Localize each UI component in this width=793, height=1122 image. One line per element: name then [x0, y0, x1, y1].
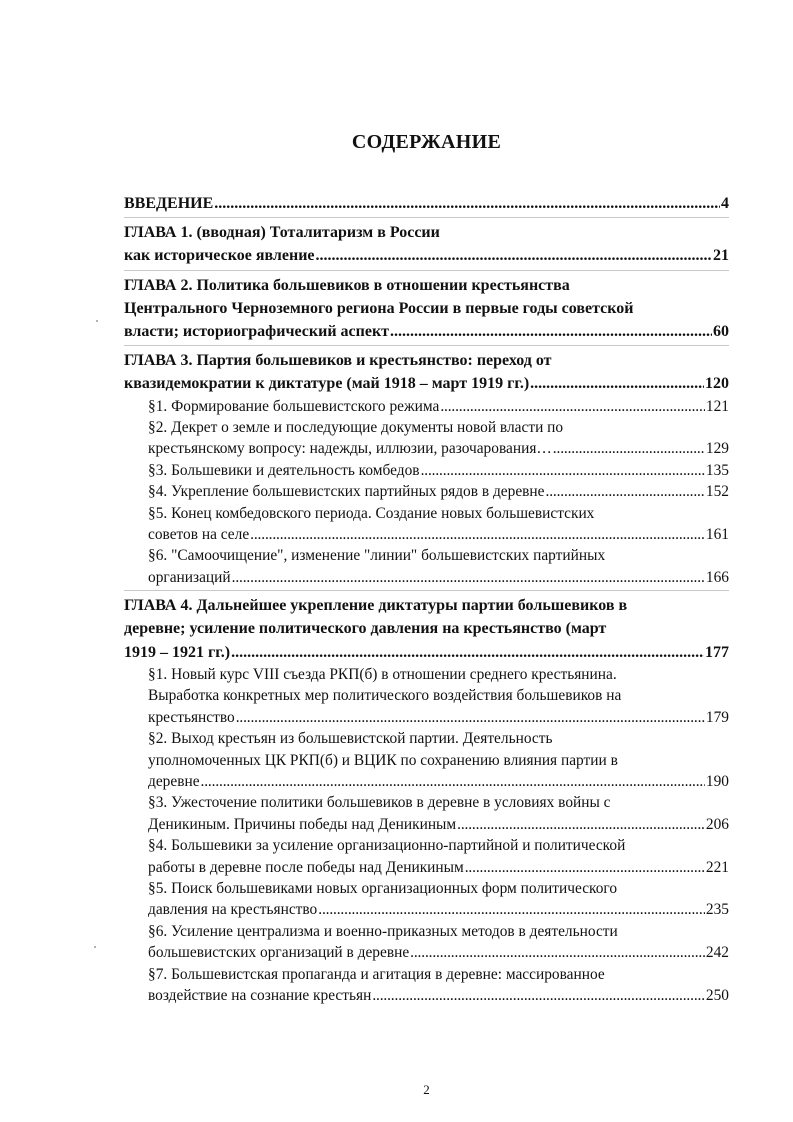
entry-title-line: ГЛАВА 3. Партия большевиков и крестьянство: переход от [124, 352, 552, 370]
entry-title-line: §6. "Самоочищение", изменение "линии" большевистских партийных [148, 547, 606, 565]
entry-title-line: §2. Выход крестьян из большевистской партии. Деятельность [148, 730, 553, 748]
entry-last-line [124, 641, 729, 664]
page-number: 2 [423, 1082, 430, 1097]
entry-title: §4. Укрепление большевистских партийных рядов в деревне [148, 483, 545, 501]
entry-title: ВВЕДЕНИЕ [124, 195, 214, 212]
entry-page: 242 [705, 944, 729, 962]
entry-title-line: деревне; усиление политического давления на крестьянство (март [124, 620, 607, 638]
entry-last-line [124, 244, 729, 267]
table-of-contents [124, 192, 729, 1006]
entry-title: §3. Большевики и деятельность комбедов [148, 461, 420, 479]
entry-title-line: §1. Новый курс VIII съезда РКП(б) в отношении среднего крестьянина. [148, 665, 617, 683]
entry-page: 60 [713, 323, 729, 341]
entry-last-line [124, 524, 729, 545]
entry-page: 221 [705, 858, 729, 876]
leader-dots [236, 707, 705, 728]
entry-page: 152 [705, 483, 729, 501]
leader-dots [440, 396, 705, 417]
toc-entry-section-3-4[interactable] [124, 481, 729, 502]
entry-title-line: ГЛАВА 2. Политика большевиков в отношении крестьянства [124, 276, 570, 294]
toc-entry-section-3-1[interactable] [124, 396, 729, 417]
entry-title-line: как историческое явление [124, 247, 315, 265]
entry-title-line: власти; историографический аспект [124, 323, 390, 341]
entry-last-line [124, 771, 729, 792]
divider [124, 345, 729, 346]
scan-speck [94, 946, 96, 948]
entry-title-line: §5. Поиск большевиками новых организационных форм политического [148, 879, 618, 897]
leader-dots [390, 320, 712, 343]
toc-entry-section-4-5[interactable] [124, 878, 729, 921]
leader-dots [231, 641, 704, 664]
page-title: СОДЕРЖАНИЕ [351, 131, 502, 153]
toc-entry-section-3-5[interactable] [124, 503, 729, 546]
toc-entry-section-3-3[interactable] [124, 460, 729, 481]
entry-title-line: советов на селе [148, 526, 250, 544]
entry-last-line [124, 985, 729, 1006]
entry-last-line [124, 707, 729, 728]
entry-title-line: организаций [148, 568, 231, 586]
entry-title-line: §5. Конец комбедовского периода. Создание новых большевистских [148, 504, 595, 522]
leader-dots [410, 942, 705, 963]
entry-page: 135 [705, 461, 729, 479]
divider [124, 217, 729, 218]
entry-page: 21 [713, 247, 729, 265]
entry-last-line [124, 899, 729, 920]
entry-title-line: §2. Декрет о земле и последующие документы новой власти по [148, 419, 564, 437]
entry-page: 161 [705, 526, 729, 544]
entry-page: 235 [705, 901, 729, 919]
entry-title-line: §6. Усиление централизма и военно-приказных методов в деятельности [148, 922, 618, 940]
entry-title: §1. Формирование большевистского режима [148, 397, 440, 415]
entry-page: 250 [705, 986, 729, 1004]
entry-page: 177 [705, 643, 729, 661]
entry-page: 129 [705, 440, 729, 458]
toc-entry-section-4-2[interactable] [124, 728, 729, 792]
toc-entry-section-4-1[interactable] [124, 664, 729, 728]
leader-dots [372, 985, 705, 1006]
entry-page: 206 [705, 815, 729, 833]
toc-entry-section-4-3[interactable] [124, 792, 729, 835]
leader-dots [553, 438, 705, 459]
entry-title-line: ГЛАВА 4. Дальнейшее укрепление диктатуры партии большевиков в [124, 597, 628, 615]
leader-dots [546, 481, 705, 502]
entry-page: 179 [705, 708, 729, 726]
entry-title-line: §3. Ужесточение политики большевиков в деревне в условиях войны с [148, 794, 611, 812]
toc-entry-section-4-4[interactable] [124, 835, 729, 878]
toc-entry-chapter-3[interactable] [124, 349, 729, 395]
toc-entry-chapter-2[interactable] [124, 274, 729, 344]
entry-title-line: большевистских организаций в деревне [148, 944, 410, 962]
scan-speck [96, 320, 98, 322]
toc-entry-chapter-4[interactable] [124, 594, 729, 664]
entry-last-line [124, 567, 729, 588]
divider [124, 590, 729, 591]
leader-dots [457, 814, 705, 835]
toc-entry-section-4-7[interactable] [124, 964, 729, 1007]
entry-page: 121 [705, 397, 729, 415]
entry-page: 4 [721, 195, 729, 212]
entry-title-line: работы в деревне после победы над Деникиным [148, 858, 464, 876]
entry-page: 166 [705, 568, 729, 586]
entry-title-line: Деникиным. Причины победы над Деникиным [148, 815, 457, 833]
entry-last-line [124, 438, 729, 459]
entry-title-line: воздействие на сознание крестьян [148, 986, 372, 1004]
leader-dots [530, 372, 704, 395]
entry-title-line: ГЛАВА 1. (вводная) Тоталитаризм в России [124, 224, 440, 242]
leader-dots [421, 460, 705, 481]
entry-page: 190 [705, 772, 729, 790]
entry-page: 120 [705, 375, 729, 393]
entry-title-line: уполномоченных ЦК РКП(б) и ВЦИК по сохранению влияния партии в [148, 751, 618, 769]
entry-last-line [124, 857, 729, 878]
toc-entry-section-4-6[interactable] [124, 921, 729, 964]
toc-entry-introduction[interactable] [124, 192, 729, 215]
toc-entry-chapter-1[interactable] [124, 221, 729, 267]
entry-title-line: давления на крестьянство [148, 901, 318, 919]
leader-dots [318, 899, 705, 920]
entry-last-line [124, 942, 729, 963]
toc-entry-section-3-6[interactable] [124, 545, 729, 588]
entry-title-line: квазидемократии к диктатуре (май 1918 – март 1919 гг.) [124, 375, 530, 393]
entry-title-line: 1919 – 1921 гг.) [124, 643, 231, 661]
entry-last-line [124, 814, 729, 835]
entry-title-line: Центрального Черноземного региона России в первые годы советской [124, 299, 634, 317]
divider [124, 270, 729, 271]
entry-last-line [124, 372, 729, 395]
leader-dots [232, 567, 705, 588]
entry-title-line: Выработка конкретных мер политического воздействия большевиков на [148, 687, 622, 705]
leader-dots [214, 192, 720, 215]
leader-dots [465, 857, 705, 878]
entry-title-line: §4. Большевики за усиление организационно-партийной и политической [148, 837, 626, 855]
entry-title-line: крестьянскому вопросу: надежды, иллюзии, разочарования… [148, 440, 552, 458]
entry-title-line: крестьянство [148, 708, 235, 726]
leader-dots [316, 244, 712, 267]
entry-title-line: деревне [148, 772, 200, 790]
entry-title-line: §7. Большевистская пропаганда и агитация в деревне: массированное [148, 965, 605, 983]
leader-dots [250, 524, 705, 545]
entry-last-line [124, 320, 729, 343]
toc-entry-section-3-2[interactable] [124, 417, 729, 460]
leader-dots [201, 771, 705, 792]
